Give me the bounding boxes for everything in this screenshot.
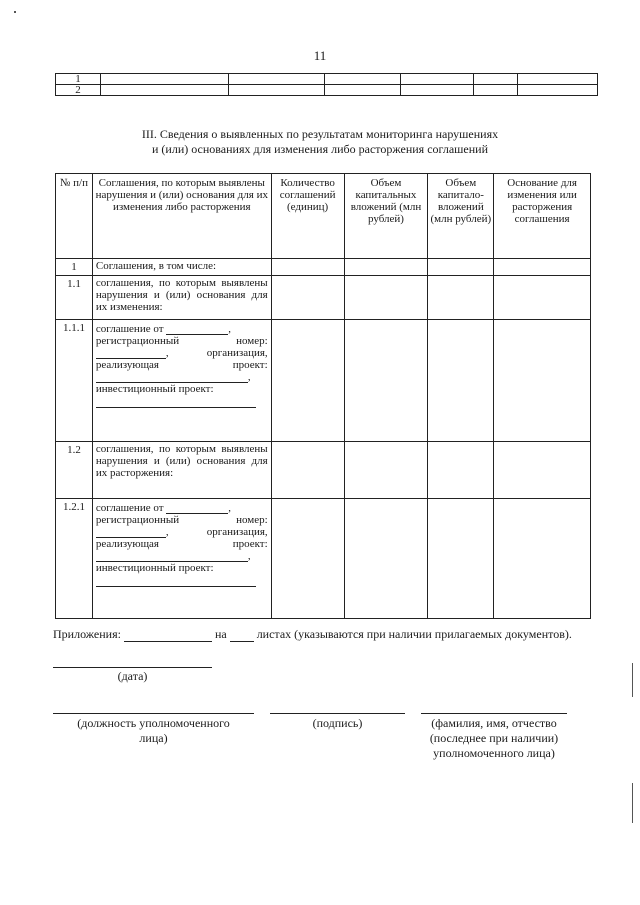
table-row [56,85,598,96]
row-number: 1.1 [56,276,93,320]
project-blank [96,574,256,587]
header-basis: Основание для изменения или расторжения соглашения [494,174,591,259]
row-number: 1 [56,259,93,276]
row-number: 1.1.1 [56,320,93,442]
page-number: 11 [313,48,327,63]
fio-line [421,713,567,714]
fio-caption: (фамилия, имя, отчество (последнее при наличии) уполномоченного лица) [429,716,559,760]
signature-line [270,713,405,714]
table-row [56,276,591,320]
attachments-line: Приложения: на листах (указываются при наличии прилагаемых документов). [53,627,572,641]
header-agreements: Соглашения, по которым выявлены нарушения и (или) основания для их изменения либо расторжения [92,174,271,259]
row-text: Соглашения, в том числе: [92,259,271,276]
date-line [53,667,212,668]
attachment-count-blank [124,631,212,642]
header-capital: Объем капитало- вложений (млн рублей) [428,174,494,259]
sheet-count-blank [230,631,254,642]
violations-table [55,173,591,619]
organization-blank [96,372,248,383]
table-row [56,499,591,619]
table-row [56,320,591,442]
section-title: III. Сведения о выявленных по результатам мониторинга нарушениях и (или) основаниях для изменения либо расторжения соглашений [141,127,499,156]
table-row [56,442,591,499]
table-header-row [56,174,591,259]
header-num: № п/п [56,174,93,259]
organization-blank [96,551,248,562]
agreement-form: соглашение от , регистрационный номер: , организация, реализующая проект: , инвестиционный проект: [92,499,271,619]
table-row [56,259,591,276]
row-number: 1.2.1 [56,499,93,619]
continuation-table [55,73,598,96]
scan-speck [14,11,16,13]
position-caption: (должность уполномоченного лица) [77,716,230,745]
table-row [56,74,598,85]
date-caption: (дата) [117,669,148,683]
scan-edge [632,663,633,697]
row-number: 1 [56,74,101,85]
row-number: 1.2 [56,442,93,499]
row-text: соглашения, по которым выявлены нарушения и (или) основания для их расторжения: [92,442,271,499]
date-blank [166,324,228,335]
row-number: 2 [56,85,101,96]
scan-edge [632,783,633,823]
number-blank [96,527,166,538]
signature-caption: (подпись) [312,716,363,730]
number-blank [96,348,166,359]
date-blank [166,503,228,514]
header-investment: Объем капитальных вложений (млн рублей) [344,174,428,259]
position-line [53,713,254,714]
header-count: Количество соглашений (единиц) [271,174,344,259]
row-text: соглашения, по которым выявлены нарушения и (или) основания для их изменения: [92,276,271,320]
project-blank [96,395,256,408]
agreement-form: соглашение от , регистрационный номер: , организация, реализующая проект: , инвестиционный проект: [92,320,271,442]
